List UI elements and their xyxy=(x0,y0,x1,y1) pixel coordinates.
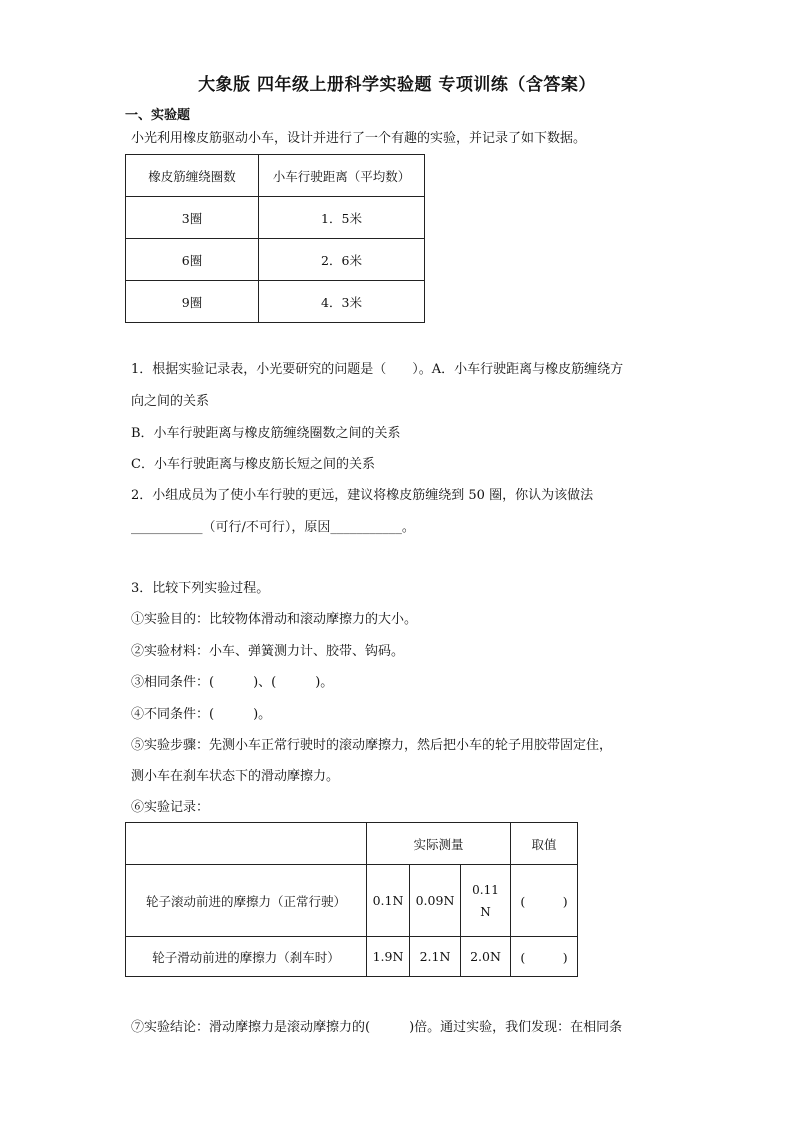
question-2-line-1: 2．小组成员为了使小车行驶的更远，建议将橡皮筋缠绕到 50 圈，你认为该做法 xyxy=(131,488,594,503)
table-row xyxy=(126,937,578,977)
step-different-conditions: ④不同条件：( )。 xyxy=(131,707,272,722)
table-row xyxy=(126,281,425,323)
question-1-line-1: 1．根据实验记录表，小光要研究的问题是（ ）。A．小车行驶距离与橡皮筋缠绕方 xyxy=(131,362,624,377)
table-header-cell: 橡皮筋缠绕圈数 xyxy=(126,155,259,197)
step-procedure-line-2: 测小车在刹车状态下的滑动摩擦力。 xyxy=(131,769,340,784)
table-header-row xyxy=(126,823,578,865)
question-1-option-c: C．小车行驶距离与橡皮筋长短之间的关系 xyxy=(131,457,375,472)
table-cell-line: N xyxy=(480,904,491,919)
table-cell: 0.1N xyxy=(367,865,410,937)
table-row xyxy=(126,239,425,281)
table-cell: 2．6米 xyxy=(259,239,425,281)
question-3-heading: 3．比较下列实验过程。 xyxy=(131,581,270,596)
step-materials: ②实验材料：小车、弹簧测力计、胶带、钩码。 xyxy=(131,644,405,659)
table-header-cell-empty xyxy=(126,823,367,865)
table-cell: 9圈 xyxy=(126,281,259,323)
table-cell: 6圈 xyxy=(126,239,259,281)
data-table-rubber-band xyxy=(125,154,425,323)
table-cell xyxy=(461,865,511,937)
question-1-line-2: 向之间的关系 xyxy=(131,394,210,409)
table-row-label: 轮子滚动前进的摩擦力（正常行驶） xyxy=(126,865,367,937)
step-same-conditions: ③相同条件：( )、( )。 xyxy=(131,675,334,690)
step-record-label: ⑥实验记录： xyxy=(131,800,210,815)
table-cell: 0.09N xyxy=(410,865,461,937)
table-cell-line: 0.11 xyxy=(472,882,499,897)
table-cell: 2.0N xyxy=(461,937,511,977)
table-row xyxy=(126,865,578,937)
step-procedure-line-1: ⑤实验步骤：先测小车正常行驶时的滚动摩擦力，然后把小车的轮子用胶带固定住， xyxy=(131,738,613,753)
table-cell-answer: ( ) xyxy=(511,937,578,977)
step-conclusion: ⑦实验结论：滑动摩擦力是滚动摩擦力的( )倍。通过实验，我们发现：在相同条 xyxy=(131,1020,623,1035)
step-purpose: ①实验目的：比较物体滑动和滚动摩擦力的大小。 xyxy=(131,612,418,627)
table-header-row xyxy=(126,155,425,197)
table-cell: 1.9N xyxy=(367,937,410,977)
data-table-friction xyxy=(125,822,578,977)
table-header-cell: 小车行驶距离（平均数） xyxy=(259,155,425,197)
table-cell: 2.1N xyxy=(410,937,461,977)
table-row xyxy=(126,197,425,239)
intro-text: 小光利用橡皮筋驱动小车，设计并进行了一个有趣的实验，并记录了如下数据。 xyxy=(131,131,587,146)
table-cell-answer: ( ) xyxy=(511,865,578,937)
table-row-label: 轮子滑动前进的摩擦力（刹车时） xyxy=(126,937,367,977)
table-cell: 4．3米 xyxy=(259,281,425,323)
table-cell: 3圈 xyxy=(126,197,259,239)
question-1-option-b: B．小车行驶距离与橡皮筋缠绕圈数之间的关系 xyxy=(131,426,401,441)
question-2-line-2: ___________（可行/不可行），原因___________。 xyxy=(131,520,415,535)
section-heading: 一、实验题 xyxy=(125,108,191,123)
page-title: 大象版 四年级上册科学实验题 专项训练（含答案） xyxy=(198,75,596,95)
table-cell: 1．5米 xyxy=(259,197,425,239)
table-header-cell: 实际测量 xyxy=(367,823,511,865)
table-header-cell: 取值 xyxy=(511,823,578,865)
